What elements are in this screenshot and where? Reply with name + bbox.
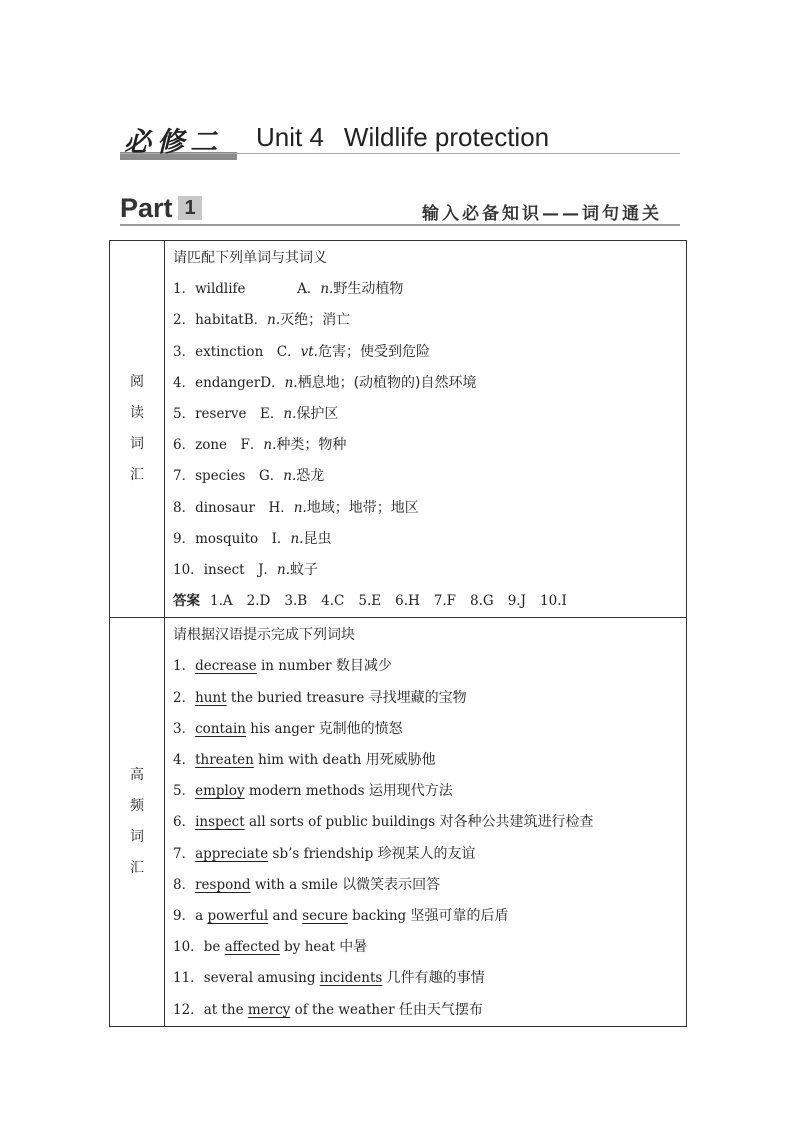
answer-blank: decrease [195, 658, 257, 675]
chinese-meaning: 栖息地；(动植物的)自然环境 [297, 374, 477, 391]
phrase-middle: of the weather [290, 1001, 399, 1018]
chinese-hint: 坚强可靠的后盾 [410, 907, 509, 924]
match-row [173, 461, 686, 492]
part-of-speech: n. [320, 281, 334, 298]
answer-blank: threaten [195, 752, 254, 768]
option-letter: E． [260, 405, 284, 422]
part-of-speech: n. [263, 437, 277, 454]
chinese-hint: 以微笑表示回答 [342, 876, 441, 893]
answer-blank: affected [224, 939, 280, 956]
match-row [173, 305, 686, 336]
chinese-hint: 中暑 [339, 939, 368, 956]
unit-number: Unit 4 [256, 122, 324, 152]
answer-item: 3.B [284, 593, 308, 610]
answer-blank: inspect [195, 814, 245, 831]
part-of-speech: n. [290, 530, 304, 547]
english-word: zone [195, 437, 228, 454]
english-word: species [195, 468, 246, 485]
chinese-meaning: 危害；使受到危险 [317, 343, 430, 360]
unit-title [256, 122, 549, 153]
match-row [173, 368, 686, 399]
chinese-meaning: 昆虫 [303, 530, 332, 547]
part-of-speech: n. [267, 312, 281, 329]
part-rule [120, 224, 680, 226]
english-word: wildlife [195, 281, 246, 298]
item-number: 11． [173, 970, 204, 987]
book-label: 必修二 [124, 127, 223, 158]
frequent-section-body [165, 618, 686, 1025]
phrase-row [173, 995, 686, 1026]
item-number: 1． [173, 281, 196, 298]
english-word: insect [203, 561, 245, 578]
chinese-hint: 数目减少 [335, 658, 392, 675]
phrase-row [173, 807, 686, 838]
frequent-label-line2: 词汇 [130, 828, 144, 876]
phrase-prefix: at the [203, 1001, 248, 1018]
item-number: 8． [173, 876, 196, 893]
frequent-section-label [110, 618, 165, 1025]
phrase-row [173, 870, 686, 901]
answer-item: 5.E [358, 593, 382, 610]
chinese-meaning: 野生动植物 [333, 281, 404, 298]
answer-item: 2.D [246, 593, 271, 610]
reading-vocab-section [110, 241, 686, 617]
part-header [120, 193, 680, 229]
phrase-middle: and [268, 907, 303, 924]
item-number: 10． [173, 939, 204, 956]
phrase-middle: his anger [245, 720, 319, 737]
answer-item: 7.F [433, 593, 457, 610]
phrase-middle: modern methods [244, 783, 369, 800]
chinese-hint: 用死威胁他 [365, 752, 436, 768]
option-letter: C． [276, 343, 301, 360]
phrase-middle: in number [256, 658, 336, 675]
phrase-suffix: backing [347, 907, 411, 924]
item-number: 12． [173, 1001, 204, 1018]
item-number: 7． [173, 845, 196, 862]
phrase-row [173, 963, 686, 994]
chinese-hint: 运用现代方法 [368, 783, 453, 800]
chinese-hint: 对各种公共建筑进行检查 [439, 814, 594, 831]
chinese-meaning: 保护区 [296, 405, 339, 422]
chinese-meaning: 灭绝；消亡 [280, 312, 351, 329]
item-number: 6． [173, 814, 196, 831]
answer-item: 8.G [470, 593, 494, 610]
answer-item: 4.C [321, 593, 345, 610]
item-number: 2． [173, 689, 196, 706]
unit-topic: Wildlife protection [343, 122, 550, 152]
option-letter: D． [260, 374, 285, 391]
phrase-row [173, 776, 686, 807]
english-word: reserve [195, 405, 247, 422]
phrase-prefix: several amusing [203, 970, 320, 987]
chinese-meaning: 蚊子 [290, 561, 319, 578]
phrase-row [173, 901, 686, 932]
item-number: 5． [173, 405, 196, 422]
english-word: endanger [195, 374, 261, 391]
english-word: dinosaur [195, 499, 255, 516]
option-letter: F． [240, 437, 264, 454]
part-number-badge: 1 [178, 196, 202, 220]
option-letter: H． [268, 499, 294, 516]
match-row [173, 337, 686, 368]
item-number: 2． [173, 312, 196, 329]
frequent-vocab-section [110, 617, 686, 1025]
phrase-row [173, 932, 686, 963]
item-number: 3． [173, 720, 196, 737]
answer-item: 1.A [210, 593, 233, 610]
phrase-row [173, 683, 686, 714]
option-letter: A． [297, 281, 321, 298]
phrase-prefix: a [195, 907, 208, 924]
part-of-speech: n. [293, 499, 307, 516]
answer-blank: respond [195, 876, 251, 893]
answer-blank: contain [195, 720, 246, 737]
part-word: Part [120, 193, 173, 223]
answer-blank: employ [195, 783, 245, 800]
item-number: 10． [173, 561, 204, 578]
phrase-row [173, 651, 686, 682]
item-number: 8． [173, 499, 196, 516]
part-of-speech: n. [284, 374, 298, 391]
phrase-row [173, 745, 686, 776]
option-letter: G． [258, 468, 284, 485]
answer-item: 10.I [540, 593, 567, 610]
phrase-middle: with a smile [250, 876, 343, 893]
match-row [173, 399, 686, 430]
option-letter: J． [258, 561, 278, 578]
match-row [173, 524, 686, 555]
option-letter: I． [271, 530, 291, 547]
chinese-meaning: 恐龙 [296, 468, 325, 485]
chinese-hint: 几件有趣的事情 [386, 970, 485, 987]
item-number: 3． [173, 343, 196, 360]
match-row [173, 493, 686, 524]
english-word: mosquito [195, 530, 259, 547]
part-subtitle: 输入必备知识——词句通关 [422, 204, 662, 224]
phrase-middle: all sorts of public buildings [244, 814, 440, 831]
answer-label: 答案 [173, 593, 200, 610]
part-of-speech: n. [283, 468, 297, 485]
chinese-meaning: 种类；物种 [276, 437, 347, 454]
phrase-middle: him with death [253, 752, 366, 768]
reading-section-label [110, 241, 165, 617]
phrase-middle: by heat [279, 939, 340, 956]
item-number: 6． [173, 437, 196, 454]
answer-item: 9.J [507, 593, 527, 610]
chinese-hint: 任由天气摆布 [398, 1001, 483, 1018]
chinese-hint: 寻找埋藏的宝物 [368, 689, 467, 706]
item-number: 9． [173, 530, 196, 547]
phrase-middle: the buried treasure [226, 689, 369, 706]
reading-label-line1: 阅读 [130, 374, 144, 422]
match-row [173, 274, 686, 305]
part-of-speech: n. [277, 561, 291, 578]
item-number: 7． [173, 468, 196, 485]
match-row [173, 555, 686, 586]
english-word: extinction [195, 343, 264, 360]
item-number: 9． [173, 907, 196, 924]
chinese-hint: 克制他的愤怒 [318, 720, 403, 737]
part-of-speech: vt. [300, 343, 318, 360]
vocab-table [109, 240, 687, 1027]
chinese-hint: 珍视某人的友谊 [377, 845, 476, 862]
phrase-middle: sb’s friendship [268, 845, 378, 862]
chinese-meaning: 地域；地带；地区 [306, 499, 419, 516]
reading-label-line2: 词汇 [130, 436, 144, 484]
phrase-prefix: be [203, 939, 225, 956]
answer-blank: incidents [319, 970, 383, 987]
answer-blank: hunt [195, 689, 227, 706]
item-number: 5． [173, 783, 196, 800]
unit-header [120, 118, 680, 162]
option-letter: B． [243, 312, 268, 329]
phrase-row [173, 839, 686, 870]
frequent-instruction: 请根据汉语提示完成下列词块 [173, 627, 355, 644]
answer-row [173, 586, 686, 617]
match-row [173, 430, 686, 461]
answer-blank: secure [302, 907, 348, 924]
reading-section-body [165, 241, 686, 617]
part-of-speech: n. [283, 405, 297, 422]
answer-blank: mercy [247, 1001, 291, 1018]
phrase-row [173, 714, 686, 745]
frequent-label-line1: 高频 [130, 766, 144, 814]
item-number: 4． [173, 374, 196, 391]
item-number: 4． [173, 752, 196, 768]
item-number: 1． [173, 658, 196, 675]
answer-blank: powerful [207, 907, 269, 924]
answer-blank: appreciate [195, 845, 269, 862]
english-word: habitat [195, 312, 244, 329]
reading-instruction: 请匹配下列单词与其词义 [173, 250, 327, 266]
answer-item: 6.H [395, 593, 420, 610]
